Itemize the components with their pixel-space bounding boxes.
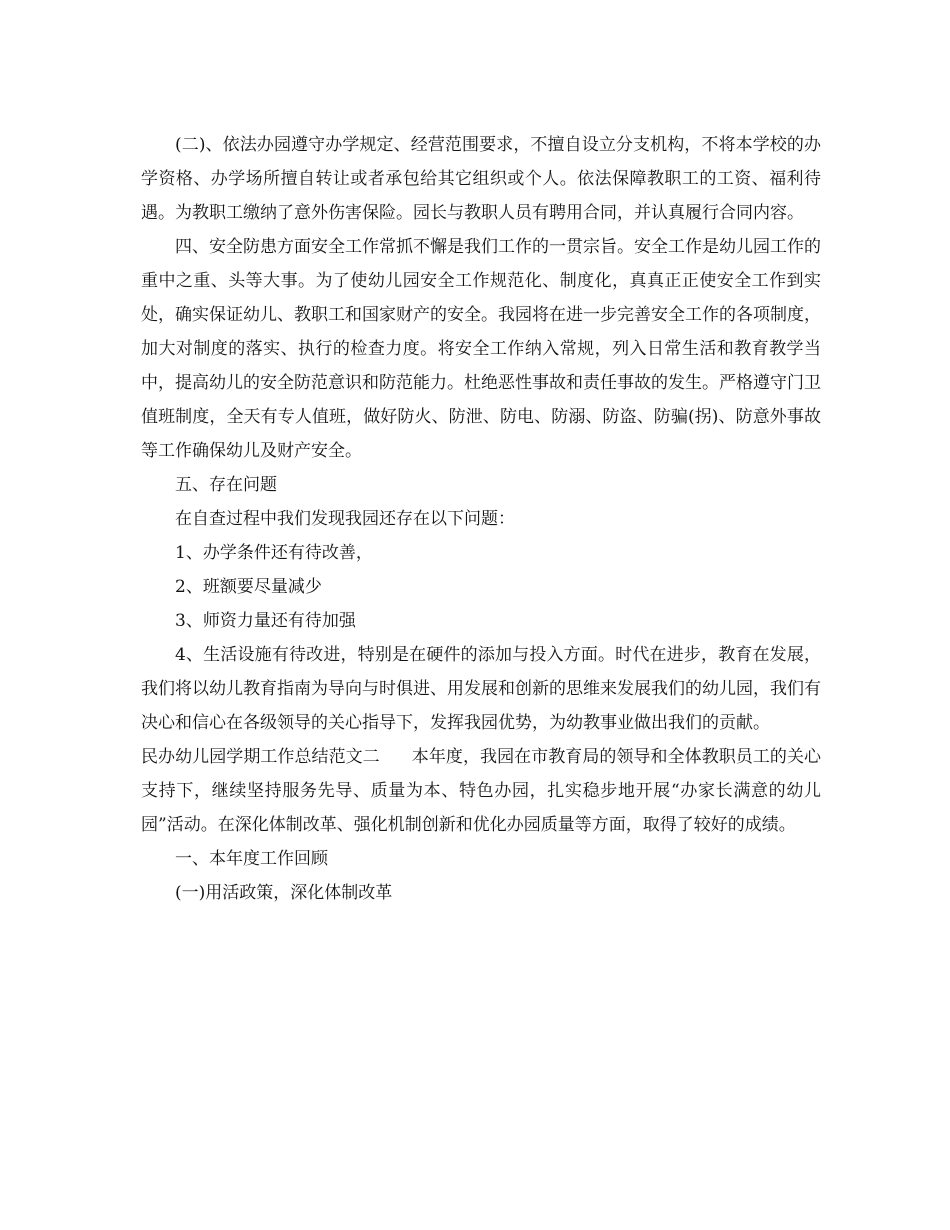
paragraph-safety: 四、安全防患方面安全工作常抓不懈是我们工作的一贯宗旨。安全工作是幼儿园工作的重中之重、头等大事。为了使幼儿园安全工作规范化、制度化，真真正正使安全工作到实处，确实保证幼儿、教职工和国家财产的安全。我园将在进一步完善安全工作的各项制度，加大对制度的落实、执行的检查力度。将安全工作纳入常规，列入日常生活和教育教学当中，提高幼儿的安全防范意识和防范能力。杜绝恶性事故和责任事故的发生。严格遵守门卫值班制度，全天有专人值班，做好防火、防泄、防电、防溺、防盗、防骗(拐)、防意外事故等工作确保幼儿及财产安全。 [141, 237, 821, 461]
section-intro: 本年度，我园在市教育局的领导和全体教职员工的关心支持下，继续坚持服务先导、质量为本、特色办园，扎实稳步地开展“办家长满意的幼儿园”活动。在深化体制改革、强化机制创新和优化办园质量等方面，取得了较好的成绩。 [141, 747, 822, 835]
heading-year-review: 一、本年度工作回顾 [175, 849, 328, 869]
list-item-problem-3: 3、师资力量还有待加强 [175, 611, 356, 631]
section-title: 民办幼儿园学期工作总结范文二 [141, 747, 380, 767]
paragraph-problems-intro: 在自查过程中我们发现我园还存在以下问题： [175, 509, 515, 529]
list-item-problem-4: 4、生活设施有待改进，特别是在硬件的添加与投入方面。时代在进步，教育在发展，我们将以幼儿教育指南为导向与时俱进、用发展和创新的思维来发展我们的幼儿园，我们有决心和信心在各级领导的关心指导下，发挥我园优势，为幼教事业做出我们的贡献。 [141, 645, 821, 733]
list-item-problem-1: 1、办学条件还有待改善， [175, 543, 373, 563]
list-item-problem-2: 2、班额要尽量减少 [175, 577, 322, 597]
paragraph-legal-operation: (二)、依法办园遵守办学规定、经营范围要求，不擅自设立分支机构，不将本学校的办学资格、办学场所擅自转让或者承包给其它组织或个人。依法保障教职工的工资、福利待遇。为教职工缴纳了意外伤害保险。园长与教职人员有聘用合同，并认真履行合同内容。 [141, 135, 821, 223]
heading-existing-problems: 五、存在问题 [175, 475, 277, 495]
document-body [141, 128, 821, 910]
subheading-policy-reform: (一)用活政策，深化体制改革 [175, 883, 393, 903]
section-two-paragraph [141, 740, 821, 842]
